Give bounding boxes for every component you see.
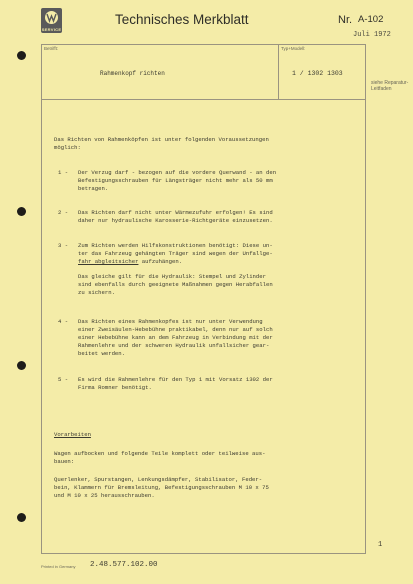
header-divider bbox=[41, 99, 366, 100]
intro-paragraph: Das Richten von Rahmenköpfen ist unter folgenden Voraussetzungen möglich: bbox=[54, 136, 269, 151]
side-note: siehe Reparatur-Leitfaden bbox=[371, 80, 409, 92]
prep-paragraph: Wagen aufbocken und folgende Teile komplett oder teilweise aus- bauen: bbox=[54, 450, 266, 465]
logo-caption: SERVICE bbox=[41, 27, 62, 32]
header-column-divider bbox=[278, 44, 279, 99]
page-number: 1 bbox=[378, 541, 383, 549]
list-item: Der Verzug darf - bezogen auf die vordere Querwand - an den Befestigungsschrauben für Längsträger nicht mehr als 50 mm betragen. bbox=[78, 169, 277, 192]
item-number: 1 - bbox=[58, 169, 69, 176]
subject-label: Betrifft: bbox=[44, 46, 59, 51]
punch-hole-icon bbox=[17, 207, 26, 216]
punch-hole-icon bbox=[17, 51, 26, 60]
item-number: 4 - bbox=[58, 318, 69, 325]
number-label: Nr. bbox=[338, 14, 353, 26]
document-title: Technisches Merkblatt bbox=[115, 12, 249, 27]
section-title: Vorarbeiten bbox=[54, 431, 91, 438]
list-item: Das Richten darf nicht unter Wärmezufuhr erfolgen! Es sind daher nur hydraulische Karosserie-Richtgeräte einzusetzen. bbox=[78, 209, 273, 224]
list-item: Das Richten eines Rahmenkopfes ist nur unter Verwendung einer Zweisäulen-Hebebühne praktikabel, denn nur auf solch einer Hebebühne kann an dem Fahrzeug in Verbindung mit der Rahmenlehre und der schweren Hydraulik unfallsicher gear- beitet werden. bbox=[78, 318, 273, 357]
parts-paragraph: Querlenker, Spurstangen, Lenkungsdämpfer, Stabilisator, Feder- bein, Klammern für Bremsleitung, Befestigungsschrauben M 10 x 75 und M 10 x 25 herausschrauben. bbox=[54, 476, 269, 499]
type-label: Typ+Modell: bbox=[281, 46, 306, 51]
subject-value: Rahmenkopf richten bbox=[100, 70, 165, 77]
list-item: Zum Richten werden Hilfskonstruktionen benötigt: Diese un- ter das Fahrzeug gehängten Träger sind wegen der Unfallge- fahr abgleitsicher aufzuhängen. Das gleiche gilt für die Hydraulik: Stempel und Zylinder sind ebenfalls durch geeignete Maßnahmen gegen Herabfallen zu sichern. bbox=[78, 242, 273, 296]
punch-hole-icon bbox=[17, 361, 26, 370]
footer-number: 2.48.577.102.00 bbox=[90, 561, 158, 569]
vw-logo bbox=[41, 8, 62, 33]
item-number: 5 - bbox=[58, 376, 69, 383]
list-item: Es wird die Rahmenlehre für den Typ 1 mit Vorsatz 1302 der Firma Romner benötigt. bbox=[78, 376, 273, 391]
item-number: 3 - bbox=[58, 242, 69, 249]
vw-emblem-icon bbox=[43, 9, 60, 26]
item-number: 2 - bbox=[58, 209, 69, 216]
type-value: 1 / 1302 1303 bbox=[292, 70, 343, 77]
underlined-text: fahr abgleitsicher bbox=[78, 258, 139, 265]
document-date: Juli 1972 bbox=[353, 31, 391, 39]
punch-hole-icon bbox=[17, 513, 26, 522]
document-number: A-102 bbox=[358, 14, 384, 25]
footer-label: Printed in Germany bbox=[41, 564, 76, 569]
